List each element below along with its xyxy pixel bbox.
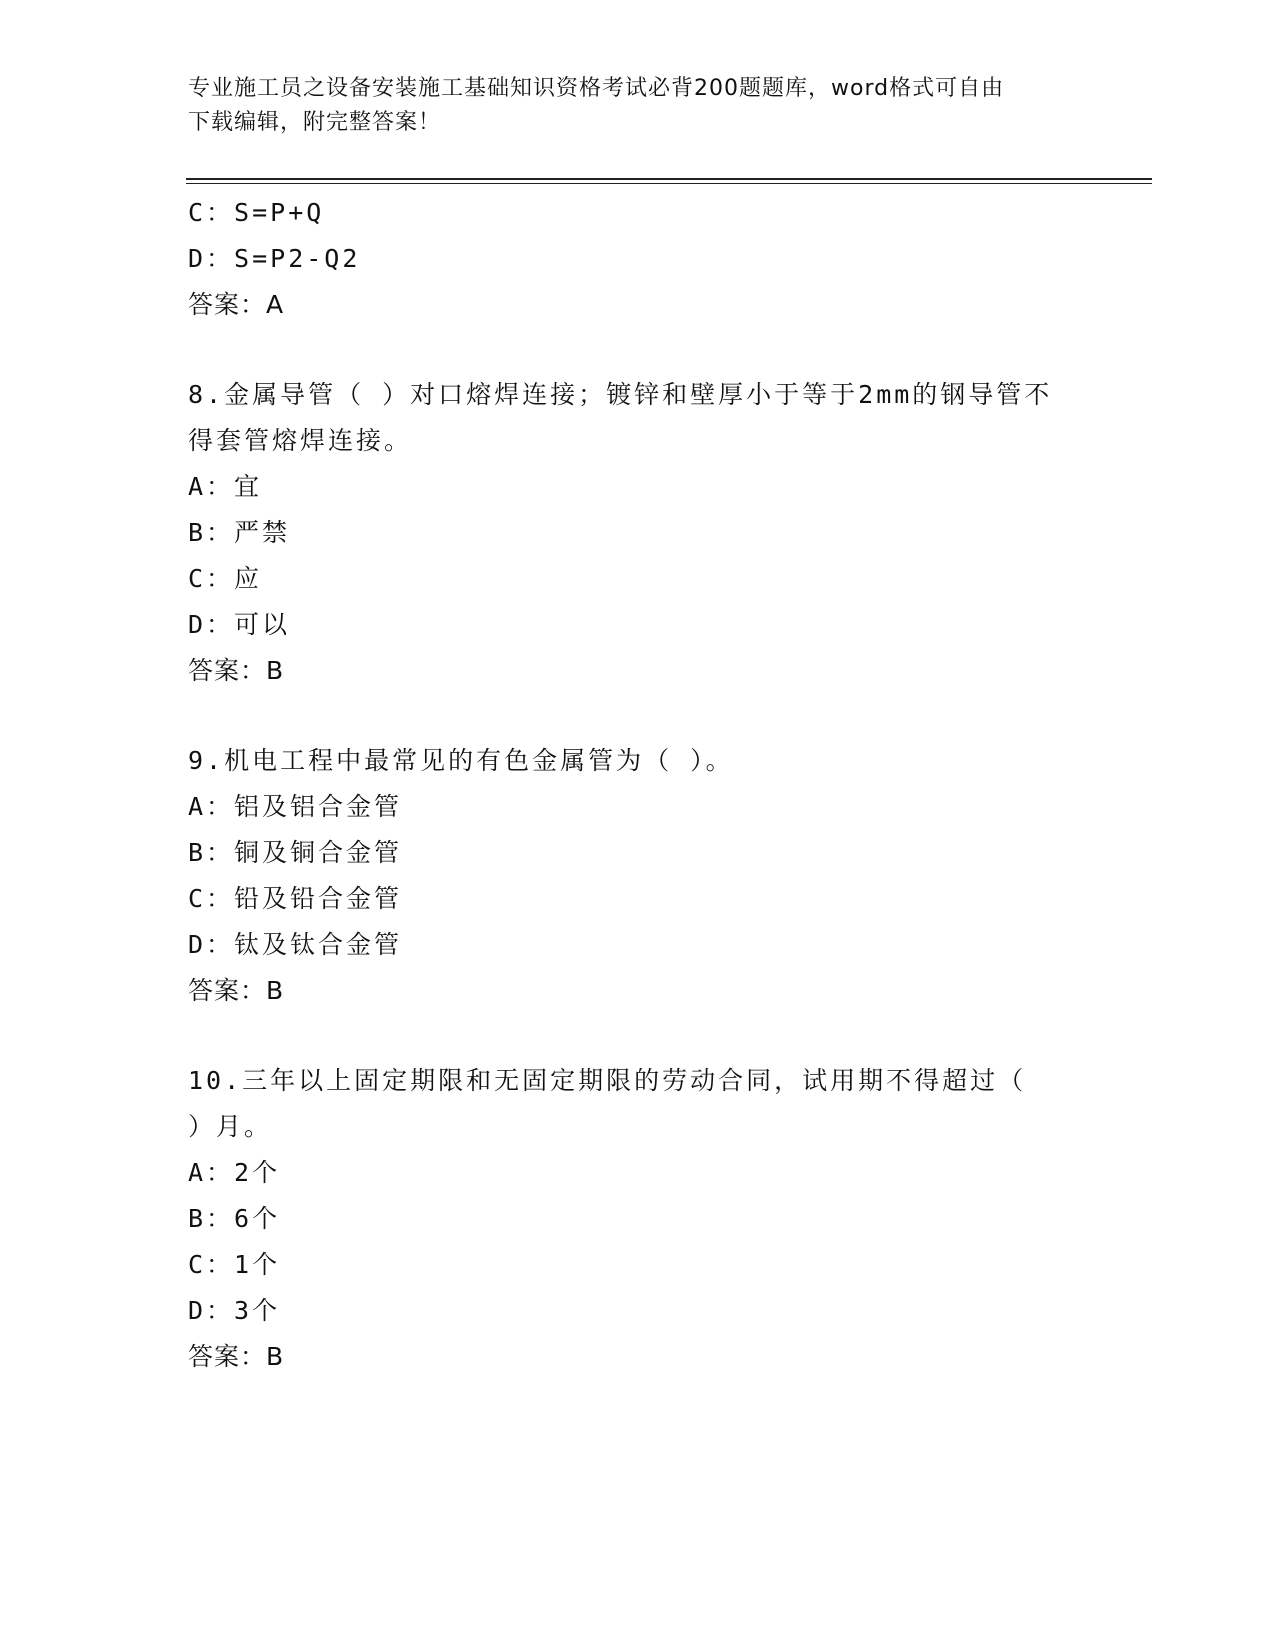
question-list: [188, 190, 1088, 1380]
answer-line: 答案：B: [188, 976, 285, 1005]
answer-line: 答案：B: [188, 656, 285, 685]
question-stem: 8.金属导管（ ）对口熔焊连接；镀锌和壁厚小于等于2mm的钢导管不: [188, 380, 1053, 409]
question-spacer: [188, 328, 1088, 372]
header-line-1: 专业施工员之设备安装施工基础知识资格考试必背200题题库，word格式可自由: [188, 76, 1005, 101]
question-stem: 10.三年以上固定期限和无固定期限的劳动合同，试用期不得超过（: [188, 1066, 1027, 1095]
option-d: D：S=P2-Q2: [188, 244, 361, 273]
option-b: B：铜及铜合金管: [188, 838, 403, 867]
question-stem: 9.机电工程中最常见的有色金属管为（ ）。: [188, 746, 734, 775]
document-header: [188, 72, 1068, 140]
option-c: C：铅及铅合金管: [188, 884, 403, 913]
option-d: D：3个: [188, 1296, 281, 1325]
option-d: D：可以: [188, 610, 291, 639]
option-c: C：应: [188, 564, 263, 593]
answer-line: 答案：B: [188, 1342, 285, 1371]
answer-line: 答案：A: [188, 290, 285, 319]
header-divider-thick: [186, 178, 1152, 180]
header-line-2: 下载编辑，附完整答案！: [188, 110, 442, 135]
question-stem-continued: ）月。: [188, 1112, 273, 1141]
option-d: D：钛及钛合金管: [188, 930, 403, 959]
question-spacer: [188, 1014, 1088, 1058]
option-a: A：2个: [188, 1158, 281, 1187]
option-c: C：S=P+Q: [188, 198, 325, 227]
question-8: [188, 372, 1088, 694]
option-a: A：宜: [188, 472, 263, 501]
option-a: A：铝及铝合金管: [188, 792, 403, 821]
option-c: C：1个: [188, 1250, 281, 1279]
question-7-tail: [188, 190, 1088, 328]
question-stem-continued: 得套管熔焊连接。: [188, 426, 413, 455]
option-b: B：严禁: [188, 518, 291, 547]
question-10: [188, 1058, 1088, 1380]
question-9: [188, 738, 1088, 1014]
option-b: B：6个: [188, 1204, 281, 1233]
question-spacer: [188, 694, 1088, 738]
header-divider-thin: [186, 183, 1152, 184]
